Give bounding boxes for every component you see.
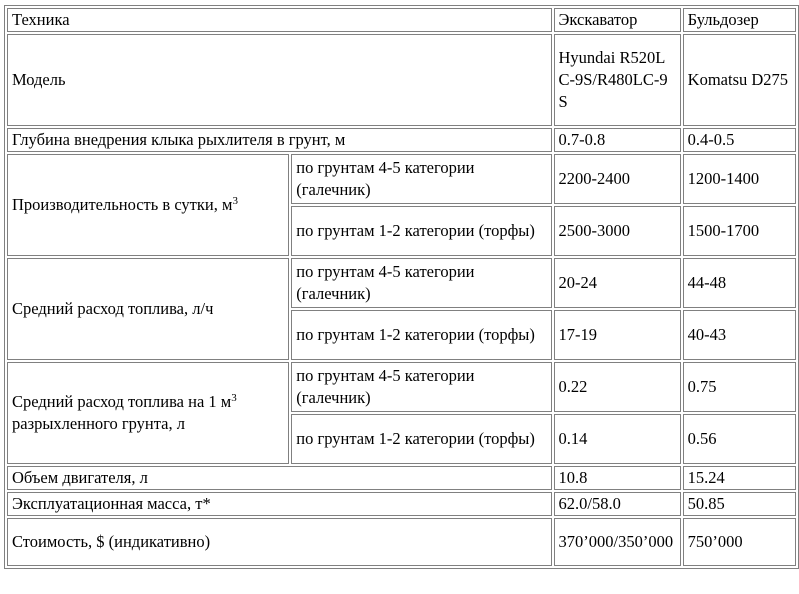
bulldozer-value: 1500-1700 <box>683 206 796 256</box>
sub-label: по грунтам 1-2 категории (торфы) <box>291 414 551 464</box>
header-excavator: Экскаватор <box>554 8 681 32</box>
bulldozer-value: 50.85 <box>683 492 796 516</box>
header-bulldozer: Бульдозер <box>683 8 796 32</box>
bulldozer-value: 44-48 <box>683 258 796 308</box>
bulldozer-value: 15.24 <box>683 466 796 490</box>
bulldozer-value: 0.56 <box>683 414 796 464</box>
row-label-text-end: разрыхленного грунта, л <box>12 414 185 433</box>
row-label <box>7 362 289 464</box>
sub-label: по грунтам 4-5 категории (галечник) <box>291 362 551 412</box>
excavator-value: 370’000/350’000 <box>554 518 681 566</box>
row-label: Объем двигателя, л <box>7 466 552 490</box>
superscript-3: 3 <box>232 195 238 207</box>
row-label: Глубина внедрения клыка рыхлителя в грунт, м <box>7 128 552 152</box>
header-technique: Техника <box>7 8 552 32</box>
bulldozer-value: 0.4-0.5 <box>683 128 796 152</box>
row-label: Средний расход топлива, л/ч <box>7 258 289 360</box>
spec-table <box>4 5 799 569</box>
row-label <box>7 154 289 256</box>
bulldozer-value: Komatsu D275 <box>683 34 796 126</box>
table-row-fuel-hour <box>7 258 796 308</box>
bulldozer-value: 40-43 <box>683 310 796 360</box>
table-row-mass <box>7 492 796 516</box>
superscript-3: 3 <box>231 392 237 404</box>
table-row-ripper-depth <box>7 128 796 152</box>
table-row-fuel-m3 <box>7 362 796 412</box>
excavator-value: Hyundai R520LC-9S/R480LC-9S <box>554 34 681 126</box>
row-label: Стоимость, $ (индикативно) <box>7 518 552 566</box>
bulldozer-value: 1200-1400 <box>683 154 796 204</box>
table-row-model <box>7 34 796 126</box>
row-label: Модель <box>7 34 552 126</box>
row-label-text: Средний расход топлива на 1 м <box>12 392 232 411</box>
table-row-cost <box>7 518 796 566</box>
excavator-value: 0.22 <box>554 362 681 412</box>
excavator-value: 17-19 <box>554 310 681 360</box>
table-row-productivity <box>7 154 796 204</box>
sub-label: по грунтам 4-5 категории (галечник) <box>291 154 551 204</box>
sub-label: по грунтам 4-5 категории (галечник) <box>291 258 551 308</box>
excavator-value: 10.8 <box>554 466 681 490</box>
sub-label: по грунтам 1-2 категории (торфы) <box>291 310 551 360</box>
row-label-text: Производительность в сутки, м <box>12 195 233 214</box>
bulldozer-value: 750’000 <box>683 518 796 566</box>
table-header-row <box>7 8 796 32</box>
spec-table-wrapper <box>4 5 799 569</box>
excavator-value: 2500-3000 <box>554 206 681 256</box>
excavator-value: 20-24 <box>554 258 681 308</box>
sub-label: по грунтам 1-2 категории (торфы) <box>291 206 551 256</box>
excavator-value: 2200-2400 <box>554 154 681 204</box>
table-row-engine <box>7 466 796 490</box>
excavator-value: 62.0/58.0 <box>554 492 681 516</box>
excavator-value: 0.14 <box>554 414 681 464</box>
row-label: Эксплуатационная масса, т* <box>7 492 552 516</box>
bulldozer-value: 0.75 <box>683 362 796 412</box>
excavator-value: 0.7-0.8 <box>554 128 681 152</box>
